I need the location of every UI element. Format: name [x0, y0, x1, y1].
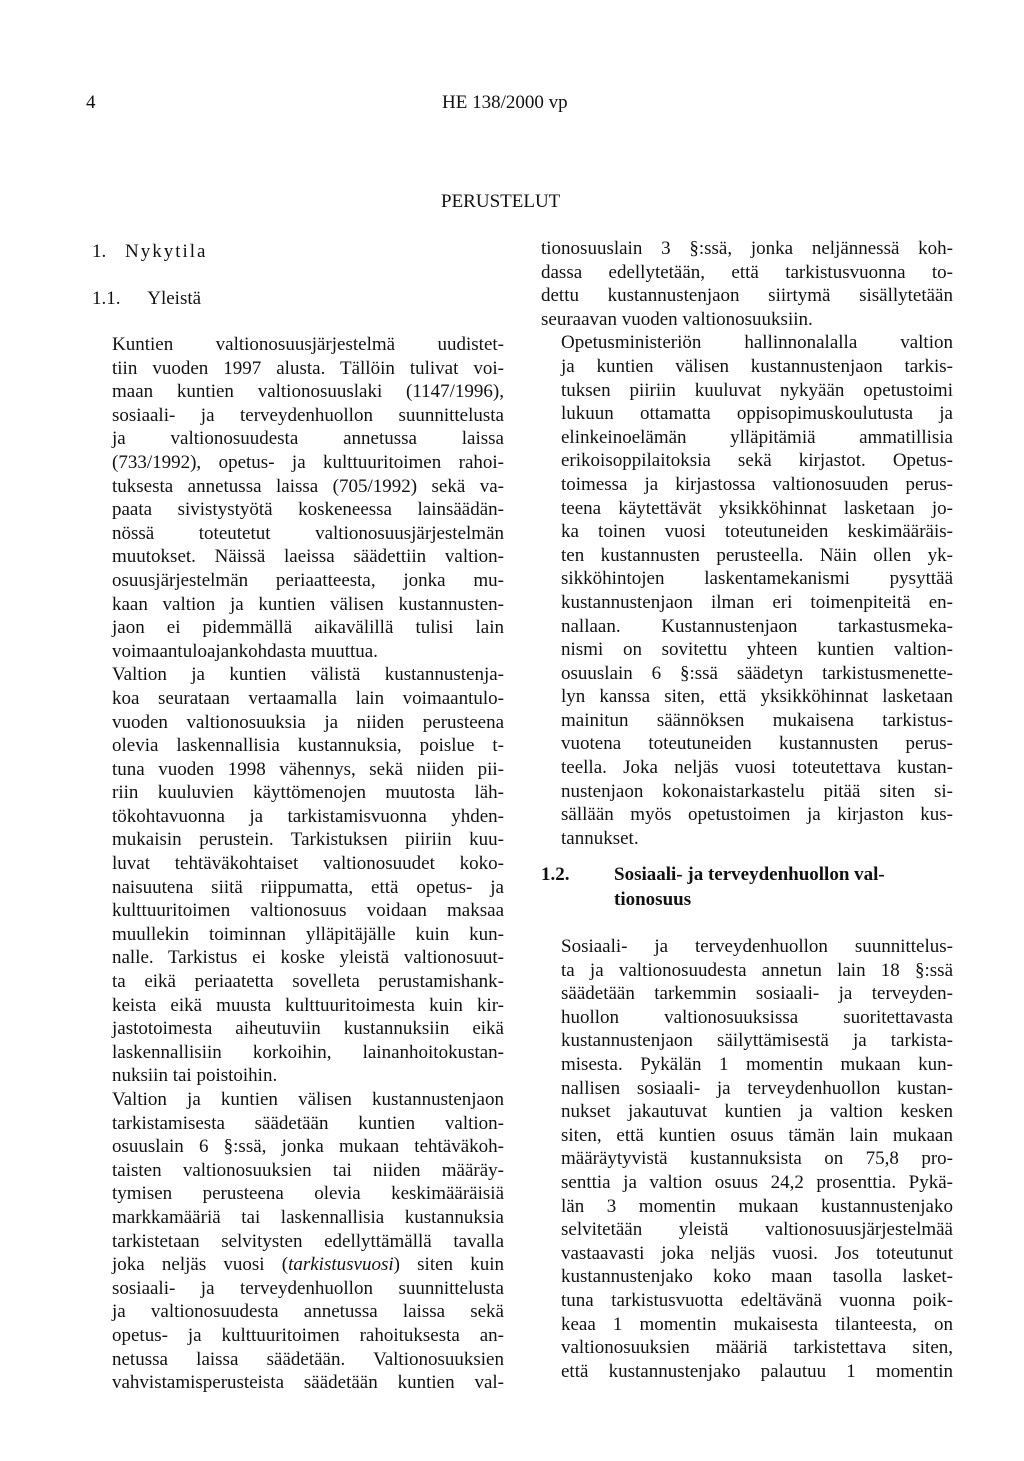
text-line: sällään myös opetustoimen ja kirjaston kus-	[561, 804, 953, 826]
text-line: tionosuuslain 3 §:ssä, jonka neljännessä koh-	[541, 238, 953, 259]
text-line: sikköhintojen laskentamekanismi pysyttää	[561, 568, 953, 590]
text-line: säädetään tarkemmin sosiaali- ja terveyden-	[561, 983, 953, 1005]
text-line: markkamääriä tai laskennallisia kustannuksia	[112, 1206, 504, 1228]
text-line: Sosiaali- ja terveydenhuollon suunnittelus-	[561, 936, 953, 957]
text-line: teella. Joka neljäs vuosi toteutettava kustan-	[561, 757, 953, 779]
text-line: tuksen piiriin kuuluvat nykyään opetustoimi	[561, 379, 953, 401]
text-line: ten kustannusten perusteella. Näin ollen yk-	[561, 544, 953, 566]
page-title: PERUSTELUT	[441, 191, 561, 212]
section-1-1-heading	[92, 288, 201, 310]
right-column-2	[541, 935, 953, 1383]
text-line: ta ja valtionosuudesta annetun lain 18 §:ssä	[561, 959, 953, 981]
text-line: maan kuntien valtionosuuslaki (1147/1996),	[112, 381, 504, 403]
text-line: Valtion ja kuntien välisen kustannustenjaon	[112, 1089, 504, 1110]
text-line: laskennallisiin korkoihin, lainanhoitokustan-	[112, 1041, 504, 1063]
text-line: valtionosuuksien määriä tarkistettava siten,	[561, 1337, 953, 1359]
text-line: nalle. Tarkistus ei koske yleistä valtionosuut-	[112, 947, 504, 969]
text-line: tuksesta annetussa laissa (705/1992) sekä va-	[112, 475, 504, 497]
text-line: jastotoimesta aiheutuviin kustannuksiin eikä	[112, 1018, 504, 1040]
text-line: mainitun säännöksen mukaisena tarkistus-	[561, 709, 953, 731]
paragraph	[541, 237, 953, 331]
text-line: kustannustenjako koko maan tasolla lasket-	[561, 1266, 953, 1288]
text-line: osuuslain 6 §:ssä säädetyn tarkistusmenette-	[561, 662, 953, 684]
text-line: ka toinen vuosi toteutuneiden keskimääräis-	[561, 521, 953, 543]
text-line: seuraavan vuoden valtionosuuksiin.	[541, 308, 813, 330]
page-number: 4	[86, 92, 96, 113]
text-line: voimaantuloajankohdasta muuttua.	[112, 640, 378, 662]
text-line: määräytyvistä kustannuksista on 75,8 pro-	[561, 1148, 953, 1170]
text-line: mukaisin perustein. Tarkistuksen piiriin kuu-	[112, 829, 504, 851]
section-number: 1.2.	[541, 864, 570, 885]
text-line: selvitetään yleistä valtionosuusjärjestelmää	[561, 1219, 953, 1241]
text-line: län 3 momentin mukaan kustannustenjako	[561, 1195, 953, 1217]
text-line: keaa 1 momentin mukaisesta tilanteesta, on	[561, 1313, 953, 1335]
text-line: Opetusministeriön hallinnonalalla valtion	[561, 332, 953, 354]
text-line: luvat tehtäväkohtaiset valtionosuudet koko-	[112, 853, 504, 875]
text-line: riin kuuluvien käyttömenojen muutosta läh-	[112, 782, 504, 804]
text-line: dassa edellytetään, että tarkistusvuonna to-	[541, 261, 953, 283]
text-line: toimessa ja kirjastossa valtionosuuden perus-	[561, 473, 953, 495]
text-line: että kustannustenjako palautuu 1 momentin	[561, 1360, 953, 1382]
text-line: (733/1992), opetus- ja kulttuuritoimen rahoi-	[112, 451, 504, 473]
section-title: Yleistä	[147, 288, 202, 309]
text-line: vastaavasti joka neljäs vuosi. Jos toteutunut	[561, 1242, 953, 1264]
text-line: kustannustenjaon ilman eri toimenpiteitä en-	[561, 591, 953, 613]
text-line: netussa laissa säädetään. Valtionosuuksien	[112, 1348, 504, 1370]
text-line: elinkeinoelämän ylläpitämiä ammatillisia	[561, 426, 953, 448]
text-line: vahvistamisperusteista säädetään kuntien val-	[112, 1372, 504, 1394]
text-line: senttia ja valtion osuus 24,2 prosenttia. Pykä-	[561, 1171, 953, 1193]
paragraph	[541, 935, 953, 1383]
text-line: muullekin toiminnan ylläpitäjälle kuin kun-	[112, 923, 504, 945]
text-line: tannukset.	[561, 827, 639, 849]
text-line: lyn kanssa siten, että yksikköhinnat lasketaan	[561, 686, 953, 708]
text-line: nuksiin tai poistoihin.	[112, 1065, 278, 1087]
text-line: Kuntien valtionosuusjärjestelmä uudistet-	[112, 334, 504, 355]
text-line: nustenjaon kokonaistarkastelu pitää siten si-	[561, 780, 953, 802]
section-title: Nykytila	[125, 241, 208, 262]
text-line: dettu kustannustenjaon siirtymä sisällytetään	[541, 285, 953, 307]
text-line: siten, että kuntien osuus tämän lain mukaan	[561, 1124, 953, 1146]
text-line: sosiaali- ja terveydenhuollon suunnittelusta	[112, 404, 504, 426]
text-line: muutokset. Näissä laeissa säädettiin valtion-	[112, 546, 504, 568]
text-line: nismi on sovitettu yhteen kuntien valtion-	[561, 639, 953, 661]
paragraph	[92, 663, 504, 1088]
right-column	[541, 237, 953, 850]
text-line: nallisen sosiaali- ja terveydenhuollon kustan-	[561, 1077, 953, 1099]
text-line: lukuun ottamatta oppisopimuskoulutusta ja	[561, 403, 953, 425]
left-column	[92, 333, 504, 1395]
text-line: kustannustenjaon säilyttämisestä ja tarkista-	[561, 1030, 953, 1052]
text-line: tuna vuoden 1998 vähennys, sekä niiden pii-	[112, 758, 504, 780]
paragraph	[92, 333, 504, 663]
text-line: huollon valtionosuuksissa suoritettavasta	[561, 1006, 953, 1028]
paragraph	[541, 331, 953, 850]
text-line: naisuutena siitä riippumatta, että opetus- ja	[112, 876, 504, 898]
text-line: tuna tarkistusvuotta edeltävänä vuonna poik-	[561, 1289, 953, 1311]
text-line: tarkistamisesta säädetään kuntien valtion-	[112, 1112, 504, 1134]
text-line: tarkistetaan selvitysten edellyttämällä tavalla	[112, 1230, 504, 1252]
text-line: vuotena toteutuneiden kustannusten perus-	[561, 733, 953, 755]
text-line: opetus- ja kulttuuritoimen rahoituksesta an-	[112, 1324, 504, 1346]
text-line: teena käytettävät yksikköhinnat lasketaan jo-	[561, 497, 953, 519]
text-line: tiin vuoden 1997 alusta. Tällöin tulivat voi-	[112, 357, 504, 379]
text-line: ja valtionosuudesta annetussa laissa sekä	[112, 1301, 504, 1323]
text-line: nössä toteutetut valtionosuusjärjestelmän	[112, 522, 504, 544]
text-line: misesta. Pykälän 1 momentin mukaan kun-	[561, 1053, 953, 1075]
text-line: Valtion ja kuntien välistä kustannustenja-	[112, 664, 504, 686]
text-line: taisten valtionosuuksien tai niiden määräy-	[112, 1159, 504, 1181]
text-line: osuuslain 6 §:ssä, jonka mukaan tehtäväkoh-	[112, 1136, 504, 1158]
text-line: olevia laskennallisia kustannuksia, poislue t-	[112, 735, 504, 757]
text-line: koa seurataan vertaamalla lain voimaantulo-	[112, 687, 504, 709]
text-line: kaan valtion ja kuntien välisen kustannusten-	[112, 593, 504, 615]
text-fragment: joka neljäs vuosi (	[112, 1254, 289, 1276]
text-fragment: ) siten kuin	[393, 1254, 504, 1276]
text-line: tymisen perusteena olevia keskimääräisiä	[112, 1183, 504, 1205]
emphasis-term: tarkistusvuosi	[288, 1254, 394, 1276]
section-title-line: Sosiaali- ja terveydenhuollon val-	[614, 864, 885, 885]
text-line: tökohtavuonna ja tarkistamisvuonna yhden-	[112, 805, 504, 827]
text-line	[92, 1253, 504, 1277]
text-line: osuusjärjestelmän periaatteesta, jonka mu-	[112, 569, 504, 591]
text-line: sosiaali- ja terveydenhuollon suunnittelusta	[112, 1277, 504, 1299]
text-line: nallaan. Kustannustenjaon tarkastusmeka-	[561, 615, 953, 637]
text-line: nukset jakautuvat kuntien ja valtion kesken	[561, 1101, 953, 1123]
text-line: jaon ei pidemmällä aikavälillä tulisi lain	[112, 617, 504, 639]
text-line: erikoisoppilaitoksia sekä kirjastot. Opetus-	[561, 450, 953, 472]
text-line: vuoden valtionosuuksia ja niiden perusteena	[112, 711, 504, 733]
section-number: 1.1.	[92, 288, 121, 309]
text-line: keista eikä muusta kulttuuritoimesta kuin kir-	[112, 994, 504, 1016]
text-line: ta eikä periaatetta sovelleta perustamishank-	[112, 971, 504, 993]
text-line: ja valtionosuudesta annetussa laissa	[112, 428, 504, 450]
section-number: 1.	[92, 241, 107, 262]
document-id: HE 138/2000 vp	[442, 92, 568, 113]
text-line: paata sivistystyötä koskeneessa lainsäädän-	[112, 499, 504, 521]
text-line: kulttuuritoimen valtionosuus voidaan maksaa	[112, 900, 504, 922]
section-title	[614, 862, 974, 912]
text-line: ja kuntien välisen kustannustenjaon tarkis-	[561, 355, 953, 377]
section-1-heading	[92, 241, 208, 263]
section-title-line: tionosuus	[614, 889, 692, 910]
paragraph	[92, 1088, 504, 1395]
